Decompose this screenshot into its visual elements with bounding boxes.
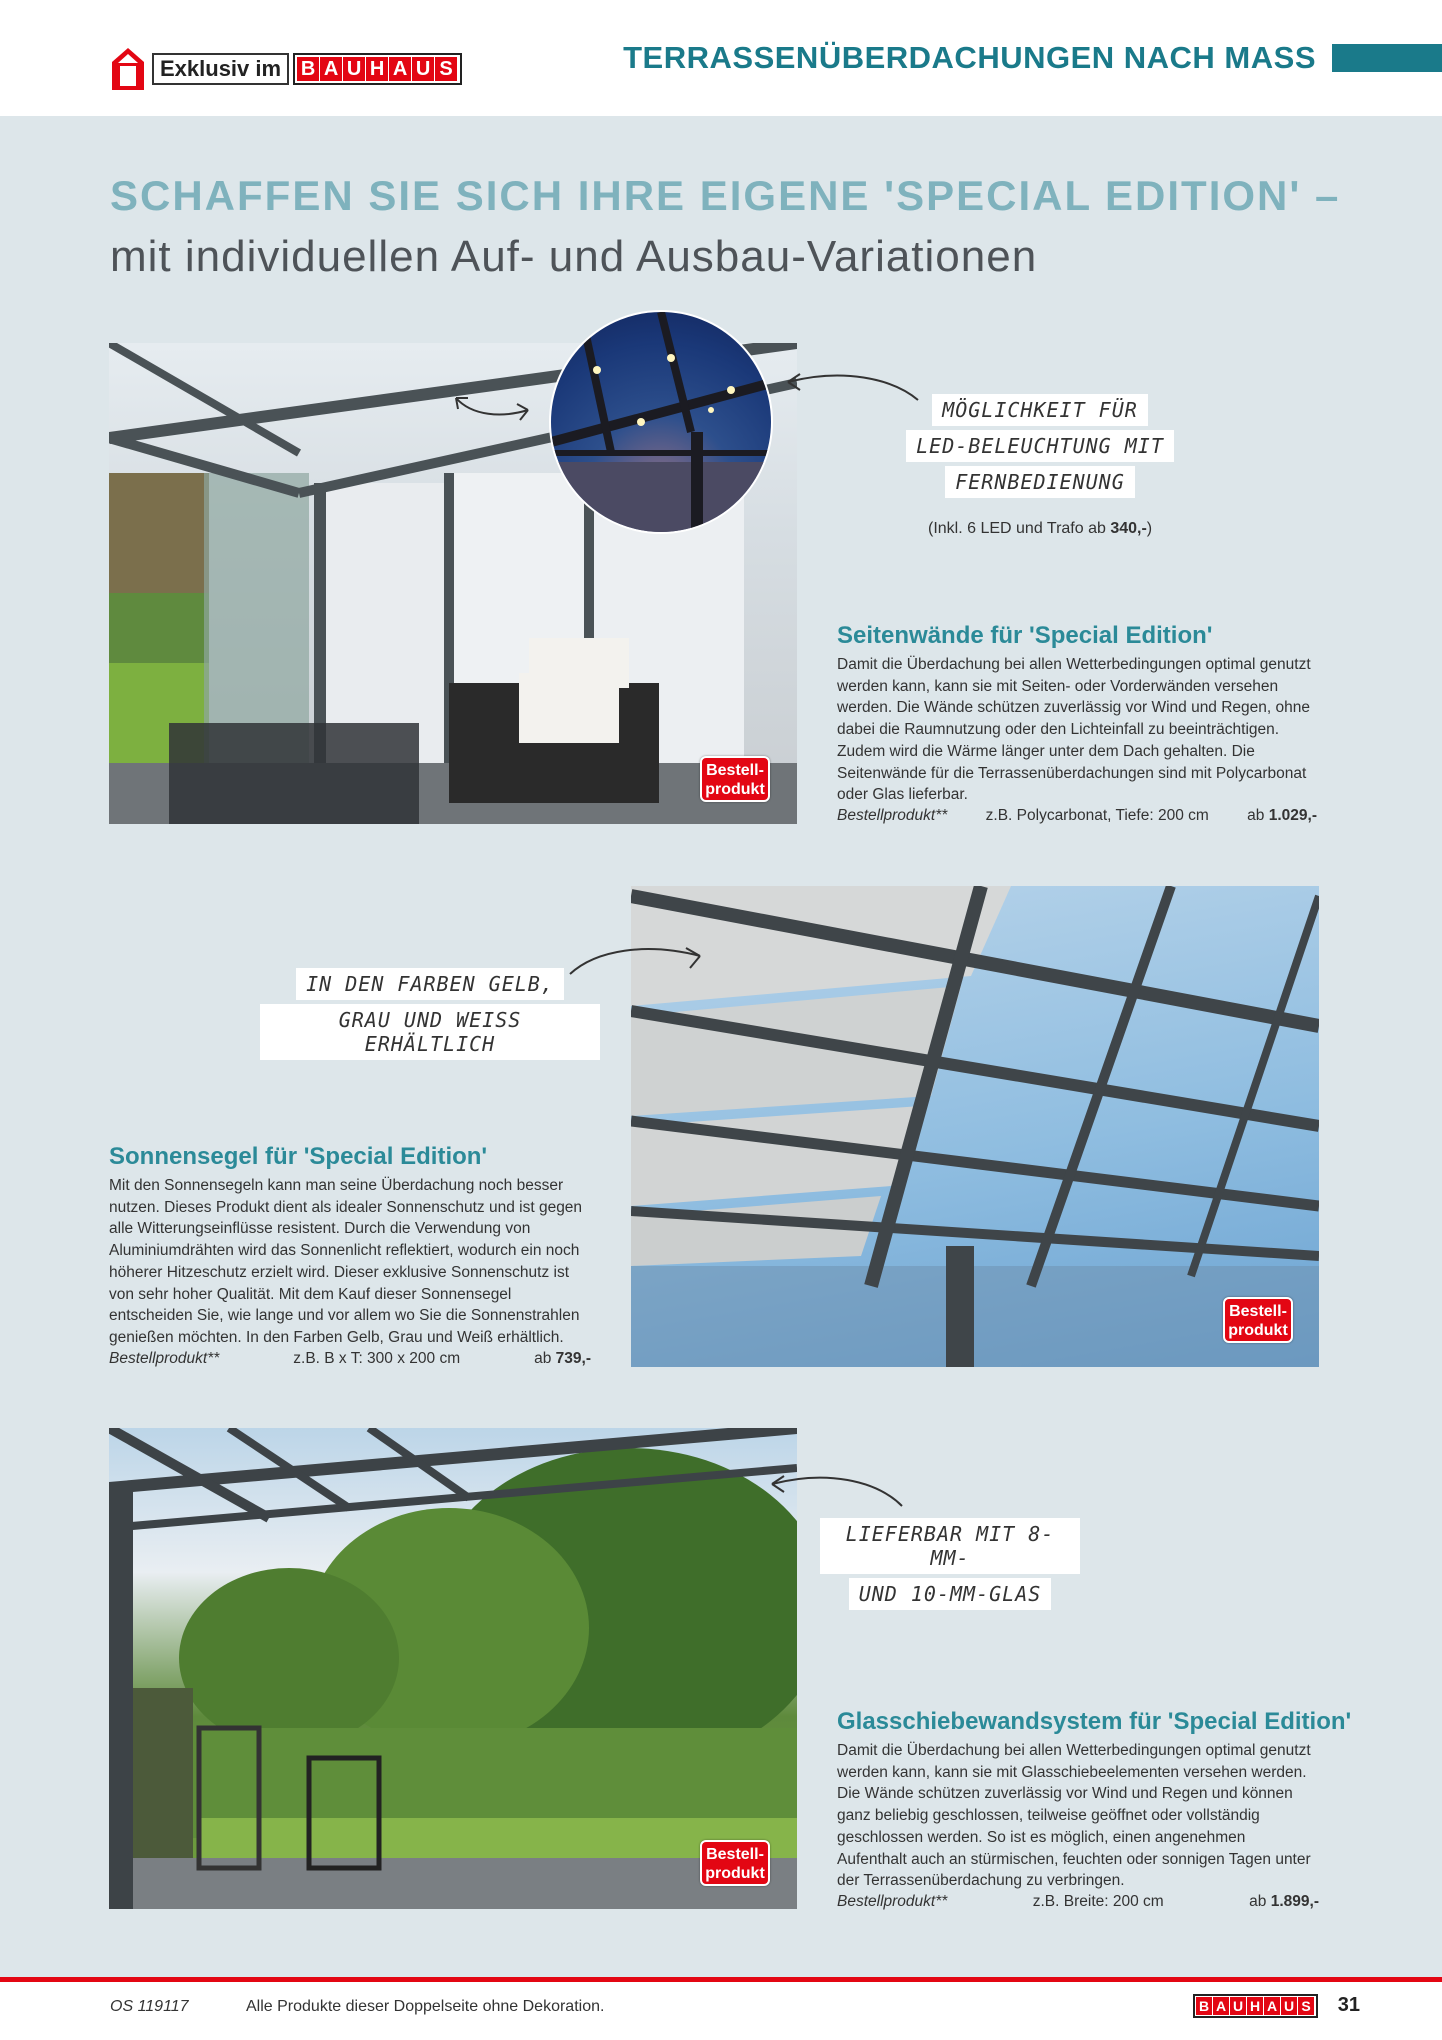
product-text-side-walls: Damit die Überdachung bei allen Wetterbedingungen optimal genutzt werden kann, kann sie mit Seiten- oder Vorderwänden versehen werden. Die Wände schützen zuverlässig vor Wind und Regen, ohne dabei die Raumnutzung oder den Lichteinfall zu beeinträchtigen. Zudem wird die Wärme länger unter dem Dach gehalten. Die Seitenwände für die Terrassenüberdachungen sind mit Polycarbonat oder Glas lieferbar.: [837, 656, 1311, 804]
sun-sail-colors-note: IN DEN FARBEN GELB, GRAU UND WEISS ERHÄLTLICH: [260, 968, 600, 1064]
footer-disclaimer: Alle Produkte dieser Doppelseite ohne Dekoration.: [246, 1998, 605, 2015]
bauhaus-wordmark: B A U H A U S: [293, 53, 462, 85]
product-title-sun-sails: Sonnensegel für 'Special Edition': [109, 1143, 488, 1170]
product-price-line-side-walls: Bestellprodukt** z.B. Polycarbonat, Tiefe: 200 cm ab 1.029,-: [837, 807, 1317, 824]
led-illustration: [551, 312, 773, 534]
product-title-glass-wall: Glasschiebewandsystem für 'Special Edition': [837, 1708, 1352, 1735]
order-product-badge: Bestell- produkt: [1223, 1297, 1293, 1343]
sun-sails-photo: [631, 886, 1319, 1367]
product-title-side-walls: Seitenwände für 'Special Edition': [837, 622, 1213, 649]
section-accent-bar: [1332, 44, 1442, 72]
subheadline: mit individuellen Auf- und Ausbau-Variationen: [110, 232, 1038, 281]
glass-wall-illustration: [109, 1428, 797, 1909]
pointer-arrow-icon: [766, 1470, 906, 1510]
led-detail-photo: [549, 310, 773, 534]
product-text-glass-wall: Damit die Überdachung bei allen Wetterbedingungen optimal genutzt werden kann, kann sie mit Glasschiebeelementen versehen werden. Die Wände schützen zuverlässig vor Wind und Regen und können ganz beliebig geschlossen, teilweise geöffnet oder vollständig geschlossen werden. So ist es möglich, einen angenehmen Aufenthalt auch an stürmischen, feuchten oder sonnigen Tagen unter der Terrassenüberdachung zu verbringen.: [837, 1742, 1311, 1890]
section-title: TERRASSENÜBERDACHUNGEN NACH MASS: [623, 40, 1316, 75]
glass-sliding-wall-photo: [109, 1428, 797, 1909]
bauhaus-footer-logo[interactable]: B A U H A U S: [1193, 1994, 1318, 2018]
order-product-badge: Bestell- produkt: [700, 756, 770, 802]
headline: SCHAFFEN SIE SICH IHRE EIGENE 'SPECIAL EDITION' –: [110, 172, 1341, 219]
house-icon: [108, 46, 148, 92]
product-text-sun-sails: Mit den Sonnensegeln kann man seine Überdachung noch besser nutzen. Dieses Produkt dient als idealer Sonnenschutz und ist gegen alle Witterungseinflüsse resistent. Durch die Verwendung von Aluminiumdrähten wird das Sonnenlicht reflektiert, wodurch ein noch höherer Hitzeschutz erzielt wird. Dieser exklusive Sonnenschutz ist von sehr hoher Qualität. Mit dem Kauf dieser Sonnensegel entscheiden Sie, wie lange und vor allem wo Sie die Sonnenstrahlen genießen möchten. In den Farben Gelb, Grau und Weiß erhältlich.: [109, 1177, 583, 1346]
page-number: 31: [1337, 1994, 1360, 2016]
product-price-line-sun-sails: Bestellprodukt** z.B. B x T: 300 x 200 cm ab 739,-: [109, 1350, 591, 1367]
exklusiv-label: Exklusiv im: [152, 53, 289, 85]
led-note: MÖGLICHKEIT FÜR LED-BELEUCHTUNG MIT FERNBEDIENUNG: [890, 394, 1190, 502]
order-product-badge: Bestell- produkt: [700, 1840, 770, 1886]
catalog-code: OS 119117: [110, 1998, 189, 2015]
curved-double-arrow-icon: [452, 392, 532, 422]
page-header: [0, 0, 1442, 116]
page-footer: [0, 1982, 1442, 2040]
sun-sails-illustration: [631, 886, 1319, 1367]
product-price-line-glass-wall: Bestellprodukt** z.B. Breite: 200 cm ab 1.899,-: [837, 1893, 1319, 1910]
bauhaus-logo[interactable]: [108, 46, 462, 92]
led-price-note: (Inkl. 6 LED und Trafo ab 340,-): [928, 520, 1153, 537]
glass-thickness-note: LIEFERBAR MIT 8-MM- UND 10-MM-GLAS: [820, 1518, 1080, 1614]
